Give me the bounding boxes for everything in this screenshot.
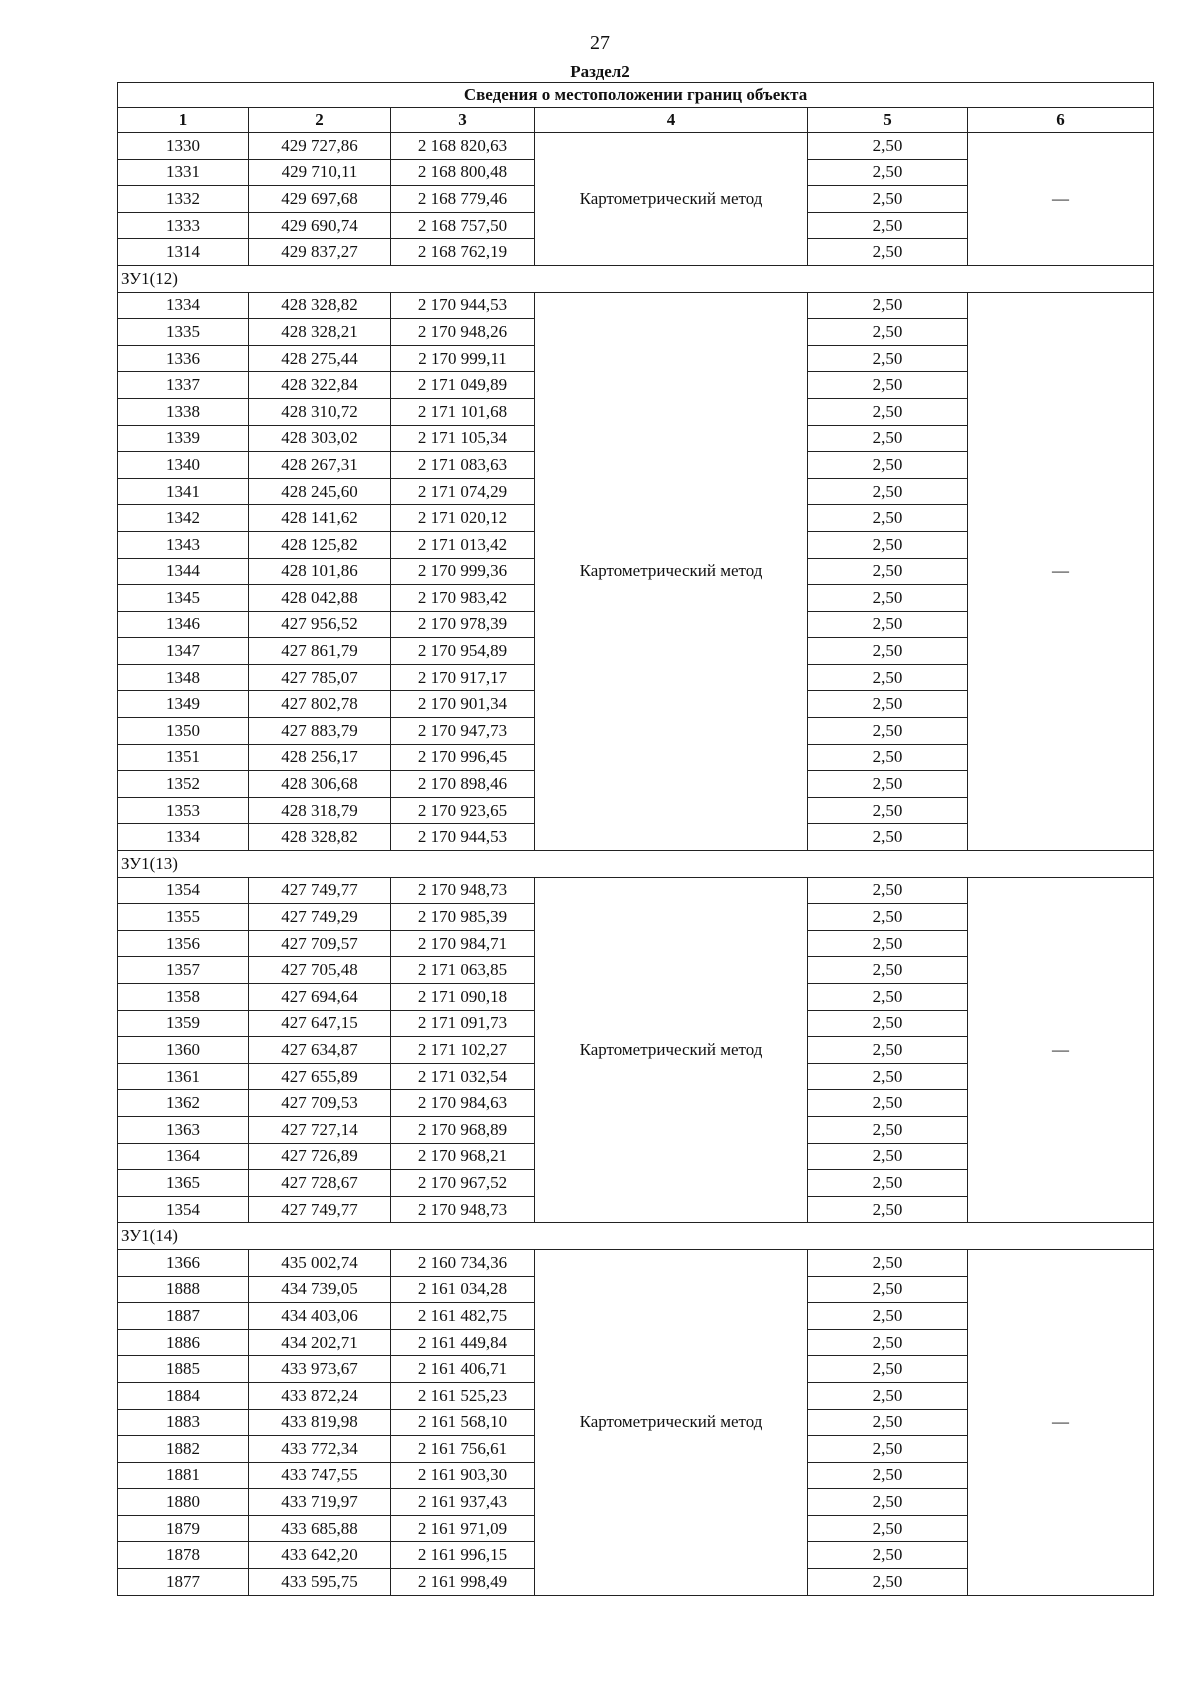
y-coordinate-cell: 2 170 984,63 [391, 1090, 535, 1117]
accuracy-cell: 2,50 [808, 531, 968, 558]
accuracy-cell: 2,50 [808, 319, 968, 346]
point-number-cell: 1334 [118, 292, 249, 319]
y-coordinate-cell: 2 161 971,09 [391, 1515, 535, 1542]
x-coordinate-cell: 427 727,14 [249, 1116, 391, 1143]
accuracy-cell: 2,50 [808, 1116, 968, 1143]
x-coordinate-cell: 427 634,87 [249, 1037, 391, 1064]
point-number-cell: 1330 [118, 133, 249, 160]
point-number-cell: 1878 [118, 1542, 249, 1569]
accuracy-cell: 2,50 [808, 1569, 968, 1596]
point-number-cell: 1885 [118, 1356, 249, 1383]
x-coordinate-cell: 429 710,11 [249, 159, 391, 186]
accuracy-cell: 2,50 [808, 1143, 968, 1170]
caption-row [118, 83, 1154, 108]
y-coordinate-cell: 2 170 996,45 [391, 744, 535, 771]
accuracy-cell: 2,50 [808, 558, 968, 585]
point-number-cell: 1366 [118, 1249, 249, 1276]
column-header: 1 [118, 108, 249, 133]
x-coordinate-cell: 427 883,79 [249, 718, 391, 745]
y-coordinate-cell: 2 168 762,19 [391, 239, 535, 266]
parcel-label: ЗУ1(12) [118, 265, 1154, 292]
accuracy-cell: 2,50 [808, 1063, 968, 1090]
note-cell: — [968, 1249, 1154, 1595]
parcel-label: ЗУ1(13) [118, 851, 1154, 878]
point-number-cell: 1361 [118, 1063, 249, 1090]
x-coordinate-cell: 428 306,68 [249, 771, 391, 798]
accuracy-cell: 2,50 [808, 1489, 968, 1516]
point-number-cell: 1356 [118, 930, 249, 957]
y-coordinate-cell: 2 161 449,84 [391, 1329, 535, 1356]
method-cell: Картометрический метод [535, 1249, 808, 1595]
y-coordinate-cell: 2 171 105,34 [391, 425, 535, 452]
parcel-row [118, 851, 1154, 878]
x-coordinate-cell: 433 642,20 [249, 1542, 391, 1569]
column-header: 3 [391, 108, 535, 133]
table-row [118, 133, 1154, 160]
y-coordinate-cell: 2 170 898,46 [391, 771, 535, 798]
x-coordinate-cell: 428 328,21 [249, 319, 391, 346]
y-coordinate-cell: 2 168 820,63 [391, 133, 535, 160]
point-number-cell: 1332 [118, 186, 249, 213]
x-coordinate-cell: 433 747,55 [249, 1462, 391, 1489]
x-coordinate-cell: 428 256,17 [249, 744, 391, 771]
accuracy-cell: 2,50 [808, 186, 968, 213]
accuracy-cell: 2,50 [808, 1196, 968, 1223]
method-cell: Картометрический метод [535, 292, 808, 850]
y-coordinate-cell: 2 161 482,75 [391, 1303, 535, 1330]
point-number-cell: 1335 [118, 319, 249, 346]
y-coordinate-cell: 2 168 800,48 [391, 159, 535, 186]
accuracy-cell: 2,50 [808, 212, 968, 239]
x-coordinate-cell: 427 647,15 [249, 1010, 391, 1037]
accuracy-cell: 2,50 [808, 1249, 968, 1276]
y-coordinate-cell: 2 170 917,17 [391, 664, 535, 691]
point-number-cell: 1349 [118, 691, 249, 718]
table-row [118, 877, 1154, 904]
accuracy-cell: 2,50 [808, 505, 968, 532]
y-coordinate-cell: 2 161 937,43 [391, 1489, 535, 1516]
point-number-cell: 1888 [118, 1276, 249, 1303]
point-number-cell: 1339 [118, 425, 249, 452]
point-number-cell: 1334 [118, 824, 249, 851]
y-coordinate-cell: 2 170 978,39 [391, 611, 535, 638]
point-number-cell: 1347 [118, 638, 249, 665]
x-coordinate-cell: 429 690,74 [249, 212, 391, 239]
accuracy-cell: 2,50 [808, 1303, 968, 1330]
point-number-cell: 1331 [118, 159, 249, 186]
x-coordinate-cell: 428 275,44 [249, 345, 391, 372]
y-coordinate-cell: 2 171 013,42 [391, 531, 535, 558]
x-coordinate-cell: 429 727,86 [249, 133, 391, 160]
x-coordinate-cell: 427 709,57 [249, 930, 391, 957]
y-coordinate-cell: 2 171 020,12 [391, 505, 535, 532]
point-number-cell: 1336 [118, 345, 249, 372]
x-coordinate-cell: 434 403,06 [249, 1303, 391, 1330]
y-coordinate-cell: 2 170 999,11 [391, 345, 535, 372]
accuracy-cell: 2,50 [808, 1090, 968, 1117]
parcel-label: ЗУ1(14) [118, 1223, 1154, 1250]
y-coordinate-cell: 2 170 968,21 [391, 1143, 535, 1170]
y-coordinate-cell: 2 161 996,15 [391, 1542, 535, 1569]
point-number-cell: 1360 [118, 1037, 249, 1064]
accuracy-cell: 2,50 [808, 1542, 968, 1569]
point-number-cell: 1877 [118, 1569, 249, 1596]
point-number-cell: 1362 [118, 1090, 249, 1117]
y-coordinate-cell: 2 170 985,39 [391, 904, 535, 931]
x-coordinate-cell: 427 705,48 [249, 957, 391, 984]
point-number-cell: 1314 [118, 239, 249, 266]
accuracy-cell: 2,50 [808, 1382, 968, 1409]
accuracy-cell: 2,50 [808, 744, 968, 771]
x-coordinate-cell: 433 819,98 [249, 1409, 391, 1436]
x-coordinate-cell: 428 141,62 [249, 505, 391, 532]
accuracy-cell: 2,50 [808, 345, 968, 372]
x-coordinate-cell: 427 749,77 [249, 877, 391, 904]
x-coordinate-cell: 428 267,31 [249, 452, 391, 479]
x-coordinate-cell: 428 328,82 [249, 824, 391, 851]
x-coordinate-cell: 435 002,74 [249, 1249, 391, 1276]
point-number-cell: 1882 [118, 1436, 249, 1463]
x-coordinate-cell: 434 202,71 [249, 1329, 391, 1356]
accuracy-cell: 2,50 [808, 664, 968, 691]
y-coordinate-cell: 2 168 757,50 [391, 212, 535, 239]
x-coordinate-cell: 433 772,34 [249, 1436, 391, 1463]
note-cell: — [968, 292, 1154, 850]
y-coordinate-cell: 2 170 954,89 [391, 638, 535, 665]
y-coordinate-cell: 2 171 083,63 [391, 452, 535, 479]
y-coordinate-cell: 2 170 968,89 [391, 1116, 535, 1143]
accuracy-cell: 2,50 [808, 691, 968, 718]
point-number-cell: 1354 [118, 877, 249, 904]
point-number-cell: 1342 [118, 505, 249, 532]
y-coordinate-cell: 2 170 923,65 [391, 797, 535, 824]
column-header: 5 [808, 108, 968, 133]
x-coordinate-cell: 427 726,89 [249, 1143, 391, 1170]
x-coordinate-cell: 434 739,05 [249, 1276, 391, 1303]
point-number-cell: 1883 [118, 1409, 249, 1436]
x-coordinate-cell: 433 685,88 [249, 1515, 391, 1542]
y-coordinate-cell: 2 161 034,28 [391, 1276, 535, 1303]
note-cell: — [968, 133, 1154, 266]
x-coordinate-cell: 428 101,86 [249, 558, 391, 585]
x-coordinate-cell: 428 303,02 [249, 425, 391, 452]
x-coordinate-cell: 433 719,97 [249, 1489, 391, 1516]
point-number-cell: 1343 [118, 531, 249, 558]
table-body [118, 83, 1154, 1596]
x-coordinate-cell: 428 310,72 [249, 398, 391, 425]
note-cell: — [968, 877, 1154, 1223]
x-coordinate-cell: 433 973,67 [249, 1356, 391, 1383]
y-coordinate-cell: 2 170 983,42 [391, 585, 535, 612]
x-coordinate-cell: 433 595,75 [249, 1569, 391, 1596]
y-coordinate-cell: 2 170 948,73 [391, 1196, 535, 1223]
x-coordinate-cell: 427 709,53 [249, 1090, 391, 1117]
method-cell: Картометрический метод [535, 133, 808, 266]
x-coordinate-cell: 429 837,27 [249, 239, 391, 266]
y-coordinate-cell: 2 168 779,46 [391, 186, 535, 213]
x-coordinate-cell: 427 749,77 [249, 1196, 391, 1223]
x-coordinate-cell: 428 318,79 [249, 797, 391, 824]
y-coordinate-cell: 2 171 074,29 [391, 478, 535, 505]
accuracy-cell: 2,50 [808, 1329, 968, 1356]
point-number-cell: 1355 [118, 904, 249, 931]
x-coordinate-cell: 427 802,78 [249, 691, 391, 718]
point-number-cell: 1881 [118, 1462, 249, 1489]
accuracy-cell: 2,50 [808, 1170, 968, 1197]
point-number-cell: 1365 [118, 1170, 249, 1197]
accuracy-cell: 2,50 [808, 133, 968, 160]
table-caption: Сведения о местоположении границ объекта [118, 83, 1154, 108]
x-coordinate-cell: 427 785,07 [249, 664, 391, 691]
point-number-cell: 1887 [118, 1303, 249, 1330]
y-coordinate-cell: 2 171 091,73 [391, 1010, 535, 1037]
x-coordinate-cell: 427 694,64 [249, 984, 391, 1011]
x-coordinate-cell: 428 245,60 [249, 478, 391, 505]
accuracy-cell: 2,50 [808, 611, 968, 638]
y-coordinate-cell: 2 170 948,26 [391, 319, 535, 346]
y-coordinate-cell: 2 170 944,53 [391, 824, 535, 851]
accuracy-cell: 2,50 [808, 292, 968, 319]
y-coordinate-cell: 2 171 063,85 [391, 957, 535, 984]
x-coordinate-cell: 427 956,52 [249, 611, 391, 638]
y-coordinate-cell: 2 171 032,54 [391, 1063, 535, 1090]
y-coordinate-cell: 2 170 967,52 [391, 1170, 535, 1197]
x-coordinate-cell: 433 872,24 [249, 1382, 391, 1409]
x-coordinate-cell: 428 322,84 [249, 372, 391, 399]
accuracy-cell: 2,50 [808, 771, 968, 798]
y-coordinate-cell: 2 161 756,61 [391, 1436, 535, 1463]
y-coordinate-cell: 2 170 984,71 [391, 930, 535, 957]
y-coordinate-cell: 2 170 901,34 [391, 691, 535, 718]
accuracy-cell: 2,50 [808, 1356, 968, 1383]
x-coordinate-cell: 428 125,82 [249, 531, 391, 558]
accuracy-cell: 2,50 [808, 984, 968, 1011]
header-row [118, 108, 1154, 133]
y-coordinate-cell: 2 170 948,73 [391, 877, 535, 904]
x-coordinate-cell: 428 042,88 [249, 585, 391, 612]
point-number-cell: 1886 [118, 1329, 249, 1356]
accuracy-cell: 2,50 [808, 1010, 968, 1037]
point-number-cell: 1352 [118, 771, 249, 798]
accuracy-cell: 2,50 [808, 159, 968, 186]
accuracy-cell: 2,50 [808, 638, 968, 665]
accuracy-cell: 2,50 [808, 425, 968, 452]
y-coordinate-cell: 2 161 998,49 [391, 1569, 535, 1596]
point-number-cell: 1338 [118, 398, 249, 425]
point-number-cell: 1345 [118, 585, 249, 612]
parcel-row [118, 1223, 1154, 1250]
accuracy-cell: 2,50 [808, 585, 968, 612]
point-number-cell: 1357 [118, 957, 249, 984]
point-number-cell: 1351 [118, 744, 249, 771]
x-coordinate-cell: 427 861,79 [249, 638, 391, 665]
accuracy-cell: 2,50 [808, 398, 968, 425]
x-coordinate-cell: 428 328,82 [249, 292, 391, 319]
point-number-cell: 1340 [118, 452, 249, 479]
boundary-coordinates-table [117, 82, 1154, 1596]
point-number-cell: 1363 [118, 1116, 249, 1143]
point-number-cell: 1337 [118, 372, 249, 399]
point-number-cell: 1346 [118, 611, 249, 638]
accuracy-cell: 2,50 [808, 877, 968, 904]
point-number-cell: 1358 [118, 984, 249, 1011]
point-number-cell: 1880 [118, 1489, 249, 1516]
table-row [118, 1249, 1154, 1276]
accuracy-cell: 2,50 [808, 1037, 968, 1064]
point-number-cell: 1884 [118, 1382, 249, 1409]
table-row [118, 292, 1154, 319]
column-header: 4 [535, 108, 808, 133]
x-coordinate-cell: 427 749,29 [249, 904, 391, 931]
point-number-cell: 1348 [118, 664, 249, 691]
accuracy-cell: 2,50 [808, 372, 968, 399]
point-number-cell: 1333 [118, 212, 249, 239]
accuracy-cell: 2,50 [808, 797, 968, 824]
point-number-cell: 1344 [118, 558, 249, 585]
accuracy-cell: 2,50 [808, 452, 968, 479]
accuracy-cell: 2,50 [808, 957, 968, 984]
y-coordinate-cell: 2 170 999,36 [391, 558, 535, 585]
y-coordinate-cell: 2 171 049,89 [391, 372, 535, 399]
y-coordinate-cell: 2 161 568,10 [391, 1409, 535, 1436]
column-header: 2 [249, 108, 391, 133]
y-coordinate-cell: 2 161 406,71 [391, 1356, 535, 1383]
point-number-cell: 1350 [118, 718, 249, 745]
accuracy-cell: 2,50 [808, 239, 968, 266]
accuracy-cell: 2,50 [808, 1409, 968, 1436]
point-number-cell: 1879 [118, 1515, 249, 1542]
x-coordinate-cell: 427 728,67 [249, 1170, 391, 1197]
y-coordinate-cell: 2 161 903,30 [391, 1462, 535, 1489]
accuracy-cell: 2,50 [808, 824, 968, 851]
point-number-cell: 1359 [118, 1010, 249, 1037]
point-number-cell: 1341 [118, 478, 249, 505]
y-coordinate-cell: 2 171 090,18 [391, 984, 535, 1011]
column-header: 6 [968, 108, 1154, 133]
accuracy-cell: 2,50 [808, 904, 968, 931]
y-coordinate-cell: 2 160 734,36 [391, 1249, 535, 1276]
accuracy-cell: 2,50 [808, 478, 968, 505]
y-coordinate-cell: 2 170 944,53 [391, 292, 535, 319]
x-coordinate-cell: 427 655,89 [249, 1063, 391, 1090]
y-coordinate-cell: 2 170 947,73 [391, 718, 535, 745]
y-coordinate-cell: 2 171 102,27 [391, 1037, 535, 1064]
method-cell: Картометрический метод [535, 877, 808, 1223]
accuracy-cell: 2,50 [808, 1436, 968, 1463]
point-number-cell: 1353 [118, 797, 249, 824]
accuracy-cell: 2,50 [808, 1515, 968, 1542]
y-coordinate-cell: 2 171 101,68 [391, 398, 535, 425]
point-number-cell: 1364 [118, 1143, 249, 1170]
x-coordinate-cell: 429 697,68 [249, 186, 391, 213]
accuracy-cell: 2,50 [808, 1276, 968, 1303]
accuracy-cell: 2,50 [808, 1462, 968, 1489]
accuracy-cell: 2,50 [808, 718, 968, 745]
section-title: Раздел2 [570, 62, 630, 81]
parcel-row [118, 265, 1154, 292]
y-coordinate-cell: 2 161 525,23 [391, 1382, 535, 1409]
point-number-cell: 1354 [118, 1196, 249, 1223]
accuracy-cell: 2,50 [808, 930, 968, 957]
page-number: 27 [590, 32, 610, 54]
